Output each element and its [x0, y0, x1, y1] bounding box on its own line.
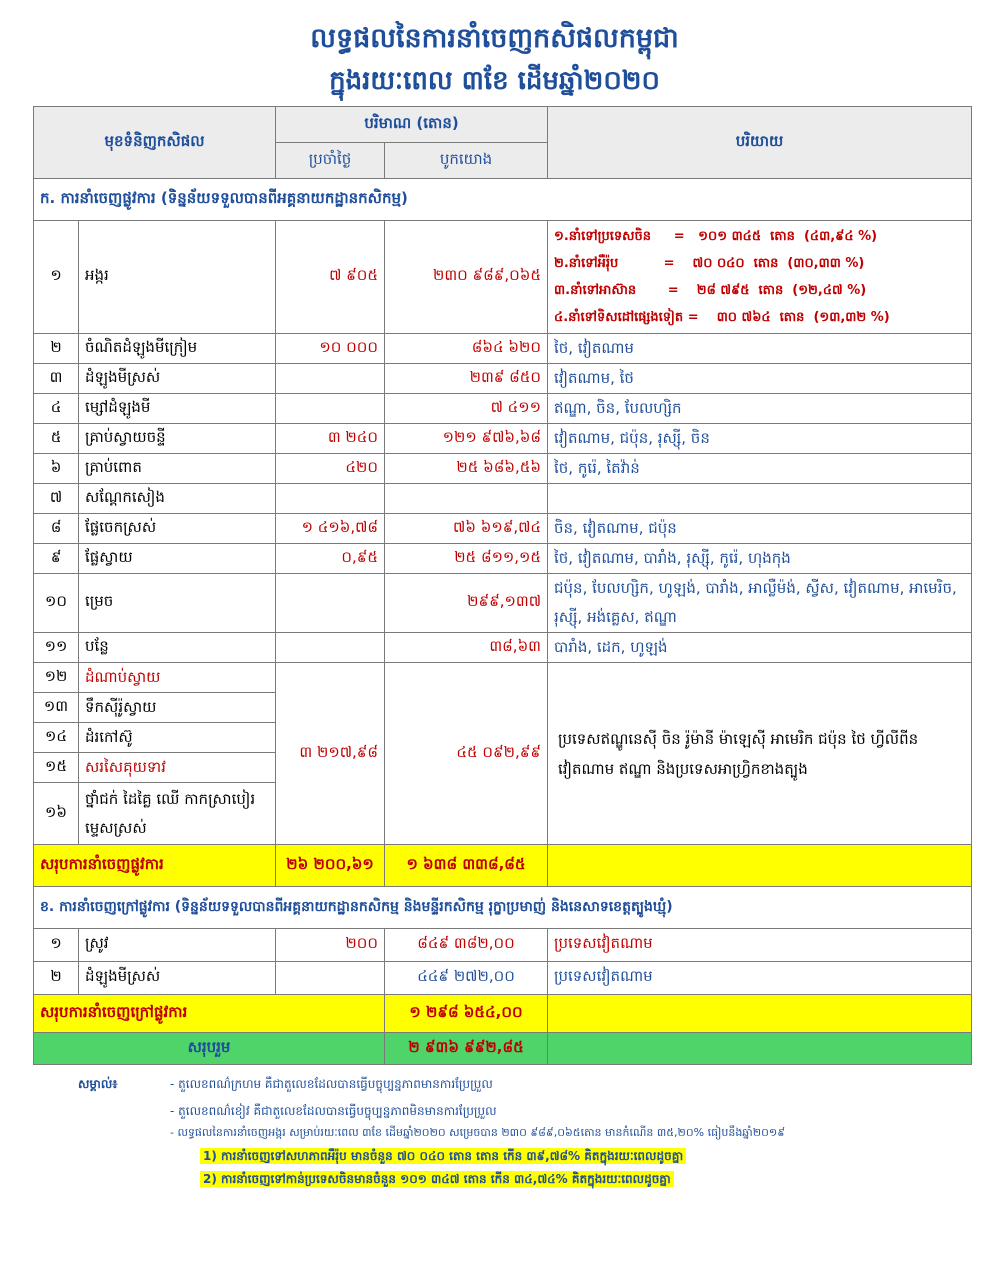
cumulative-quantity: ២៣៩ ៨៥០ — [385, 364, 548, 394]
total-official-row — [34, 845, 972, 887]
row-number: ៧ — [34, 484, 79, 514]
cumulative-quantity: ២៩៩,១៣៧ — [385, 574, 548, 633]
note-rice-summary: - លទ្ធផលនៃការនាំចេញអង្ករ សម្រាប់រយៈពេល ៣ខែ ដើមឆ្នាំ២០២០ សម្រេចបាន ២៣០ ៩៨៩,០៦៥តោន មានកំណើន ៣៥,២០% ធៀបនឹងឆ្នាំ២០១៩ — [170, 1126, 786, 1139]
row-number: ១២ — [34, 663, 79, 693]
export-table — [33, 106, 972, 1065]
commodity-name: ម្សៅដំឡូងមី — [79, 394, 276, 424]
commodity-name: ចំណិតដំឡូងមីក្រៀម — [79, 334, 276, 364]
daily-quantity — [276, 364, 385, 394]
total-official-label: សរុបការនាំចេញផ្លូវការ — [34, 845, 276, 887]
total-unofficial-cumulative: ១ ២៩៨ ៦៥៤,០០ — [385, 995, 548, 1033]
notes-label: សម្គាល់៖ — [78, 1077, 118, 1091]
table-row — [34, 633, 972, 663]
table-row — [34, 544, 972, 574]
cumulative-quantity — [385, 484, 548, 514]
commodity-name: ម្រេច — [79, 574, 276, 633]
page-title: លទ្ធផលនៃការនាំចេញកសិផលកម្ពុជា — [310, 23, 679, 54]
cumulative-quantity: ៧៦ ៦១៩,៧៤ — [385, 514, 548, 544]
table-row — [34, 454, 972, 484]
row-number: ១៥ — [34, 753, 79, 783]
daily-quantity: ៣ ២៤០ — [276, 424, 385, 454]
note-blue-figures: - តួលេខពណ៌ខៀវ គឺជាតួលេខដែលបានធ្វើបច្ចុប្បន្នភាពមិនមានការប្រែប្រួល — [170, 1104, 497, 1118]
row-number: ១ — [34, 929, 79, 962]
grand-total-label: សរុបរួម — [34, 1033, 385, 1065]
commodity-name: អង្ករ — [79, 221, 276, 334]
row-number: ៩ — [34, 544, 79, 574]
table-row — [34, 574, 972, 633]
total-official-daily: ២៦ ២០០,៦១ — [276, 845, 385, 887]
commodity-name: ដំណាប់ស្វាយ — [79, 663, 276, 693]
commodity-name: ផ្លែស្វាយ — [79, 544, 276, 574]
total-unofficial-label: សរុបការនាំចេញក្រៅផ្លូវការ — [34, 995, 385, 1033]
daily-quantity: ២០០ — [276, 929, 385, 962]
destinations: បារាំង, ដេក, ហូឡង់ — [548, 633, 972, 663]
daily-quantity — [276, 484, 385, 514]
rice-destinations — [548, 221, 972, 334]
grand-total-row — [34, 1033, 972, 1065]
total-unofficial-empty — [548, 995, 972, 1033]
row-number: ១៣ — [34, 693, 79, 723]
rice-destination-line: ៣.នាំទៅអាស៊ាន = ២៨ ៧៩៥ តោន (១២,៤៧ %) — [554, 283, 867, 298]
table-row — [34, 394, 972, 424]
commodity-name: សណ្តែកសៀង — [79, 484, 276, 514]
note-highlight-1: 1) ការនាំចេញទៅសហភាពអឺរ៉ុប មានចំនួន ៧០ ០៤០ តោន តោន កើន ៣៩,៧៨% គិតក្នុងរយៈពេលដូចគ្នា — [200, 1148, 686, 1164]
table-row — [34, 663, 972, 693]
commodity-name: ដំឡូងមីស្រស់ — [79, 962, 276, 995]
cumulative-quantity: ១២១ ៩៧៦,៦៨ — [385, 424, 548, 454]
daily-quantity: ៧ ៩០៥ — [276, 221, 385, 334]
section-a-heading: ក. ការនាំចេញផ្លូវការ (ទិន្នន័យទទួលបានពីអគ្គនាយកដ្ឋានកសិកម្ម) — [34, 179, 972, 221]
daily-quantity — [276, 574, 385, 633]
rice-destination-line: ២.នាំទៅអឺរ៉ុប = ៧០ ០៤០ តោន (៣០,៣៣ %) — [554, 256, 865, 271]
group-cumulative-quantity: ៤៥ ០៩២,៩៩ — [385, 663, 548, 845]
grand-total-cumulative: ២ ៩៣៦ ៩៩២,៨៥ — [385, 1033, 548, 1065]
note-highlight-2: 2) ការនាំចេញទៅកាន់ប្រទេសចិនមានចំនួន ១០១ ៣៤៧ តោន កើន ៣៤,៧៤% គិតក្នុងរយៈពេលដូចគ្នា — [200, 1171, 674, 1187]
row-number: ១១ — [34, 633, 79, 663]
destinations — [548, 484, 972, 514]
commodity-name: បន្លែ — [79, 633, 276, 663]
description-header: បរិយាយ — [548, 107, 972, 179]
commodity-name: ផ្លែចេកស្រស់ — [79, 514, 276, 544]
row-number: ៨ — [34, 514, 79, 544]
commodity-name: ថ្នាំជក់ ដៃគ្លៃ ឈើ កាកស្រាបៀរ ម្ទេសស្រស់ — [79, 783, 276, 845]
cumulative-quantity: ៨៤៩ ៣៨២,០០ — [385, 929, 548, 962]
page-subtitle: ក្នុងរយៈពេល ៣ខែ ដើមឆ្នាំ២០២០ — [329, 66, 660, 96]
daily-quantity: ១០ ០០០ — [276, 334, 385, 364]
daily-header: ប្រចាំថ្ងៃ — [276, 143, 385, 179]
commodity-name: គ្រាប់ស្វាយចន្ទី — [79, 424, 276, 454]
table-row — [34, 424, 972, 454]
note-red-figures: - តួលេខពណ៌ក្រហម គឺជាតួលេខដែលបានធ្វើបច្ចុប្បន្នភាពមានការប្រែប្រួល — [170, 1077, 493, 1091]
commodity-name: គ្រាប់ពោត — [79, 454, 276, 484]
table-row — [34, 334, 972, 364]
row-number: ៥ — [34, 424, 79, 454]
destinations: ប្រទេសវៀតណាម — [548, 962, 972, 995]
total-unofficial-row — [34, 995, 972, 1033]
table-row — [34, 364, 972, 394]
daily-quantity — [276, 962, 385, 995]
table-row — [34, 929, 972, 962]
cumulative-quantity: ៤៤៩ ២៧២,០០ — [385, 962, 548, 995]
destinations: ថៃ, វៀតណាម — [548, 334, 972, 364]
row-number: ៦ — [34, 454, 79, 484]
destinations: ជប៉ុន, បែលហ្សិក, ហូឡង់, បារាំង, អាល្លឺម៉ង់, ស្វីស, វៀតណាម, អាមេរិច, រុស្ស៊ី, អង់គ្លេស, ឥណ្ឌា — [548, 574, 972, 633]
grand-total-empty — [548, 1033, 972, 1065]
daily-quantity — [276, 394, 385, 424]
row-number: ១៦ — [34, 783, 79, 845]
commodity-name: ដំរកៅស៊ូ — [79, 723, 276, 753]
daily-quantity — [276, 633, 385, 663]
table-row — [34, 514, 972, 544]
commodity-name: ស្រូវ — [79, 929, 276, 962]
cumulative-quantity: ២៥ ៨១១,១៥ — [385, 544, 548, 574]
cumulative-quantity: ៣៨,៦៣ — [385, 633, 548, 663]
row-number: ១៤ — [34, 723, 79, 753]
destinations: ថៃ, កូរ៉េ, តៃវ៉ាន់ — [548, 454, 972, 484]
destinations: ប្រទេសវៀតណាម — [548, 929, 972, 962]
row-number: ២ — [34, 962, 79, 995]
group-destinations: ប្រទេសឥណ្ឌូនេស៊ី ចិន រ៉ូម៉ានី ម៉ាឡេស៊ី អាមេរិក ជប៉ុន ថៃ ហ្វីលីពីន វៀតណាម ឥណ្ឌា និងប្រទេសអាហ្វ្រិកខាងត្បូង — [548, 663, 972, 845]
table-row — [34, 484, 972, 514]
table-row — [34, 962, 972, 995]
total-official-cumulative: ១ ៦៣៨ ៣៣៨,៨៥ — [385, 845, 548, 887]
group-daily-quantity: ៣ ២១៧,៩៨ — [276, 663, 385, 845]
cumulative-quantity: ២៣០ ៩៨៩,០៦៥ — [385, 221, 548, 334]
cumulative-header: បូកយោង — [385, 143, 548, 179]
row-number: ៤ — [34, 394, 79, 424]
row-number: ១ — [34, 221, 79, 334]
daily-quantity: ១ ៤១៦,៧៨ — [276, 514, 385, 544]
daily-quantity: ៤២០ — [276, 454, 385, 484]
commodity-name: ទឹកស៊ីរ៉ូស្វាយ — [79, 693, 276, 723]
cumulative-quantity: ៧ ៤១១ — [385, 394, 548, 424]
commodity-header: មុខទំនិញកសិផល — [34, 107, 276, 179]
destinations: វៀតណាម, ជប៉ុន, រុស្ស៊ី, ចិន — [548, 424, 972, 454]
destinations: ចិន, វៀតណាម, ជប៉ុន — [548, 514, 972, 544]
destinations: ថៃ, វៀតណាម, បារាំង, រុស្ស៊ី, កូរ៉េ, ហុងកុង — [548, 544, 972, 574]
rice-destination-line: ៤.នាំទៅទិសដៅផ្សេងទៀត = ៣០ ៧៦៤ តោន (១៣,៣២ %) — [554, 310, 890, 325]
row-number: ៣ — [34, 364, 79, 394]
table-row — [34, 221, 972, 334]
cumulative-quantity: ៨៦៤ ៦២០ — [385, 334, 548, 364]
quantity-header: បរិមាណ (តោន) — [276, 107, 548, 143]
daily-quantity: ០,៩៥ — [276, 544, 385, 574]
destinations: ឥណ្ឌា, ចិន, បែលហ្សិក — [548, 394, 972, 424]
destinations: វៀតណាម, ថៃ — [548, 364, 972, 394]
section-b-heading: ខ. ការនាំចេញក្រៅផ្លូវការ (ទិន្នន័យទទួលបានពីអគ្គនាយកដ្ឋានកសិកម្ម និងមន្ទីរកសិកម្ម រុក្ខាប្រមាញ់ និងនេសាទខេត្តត្បូងឃ្មុំ) — [34, 887, 972, 929]
commodity-name: សរសៃគុយទាវ — [79, 753, 276, 783]
row-number: ១០ — [34, 574, 79, 633]
rice-destination-line: ១.នាំទៅប្រទេសចិន = ១០១ ៣៤៥ តោន (៤៣,៩៤ %) — [554, 229, 878, 244]
row-number: ២ — [34, 334, 79, 364]
total-official-empty — [548, 845, 972, 887]
cumulative-quantity: ២៥ ៦៨៦,៥៦ — [385, 454, 548, 484]
commodity-name: ដំឡូងមីស្រស់ — [79, 364, 276, 394]
